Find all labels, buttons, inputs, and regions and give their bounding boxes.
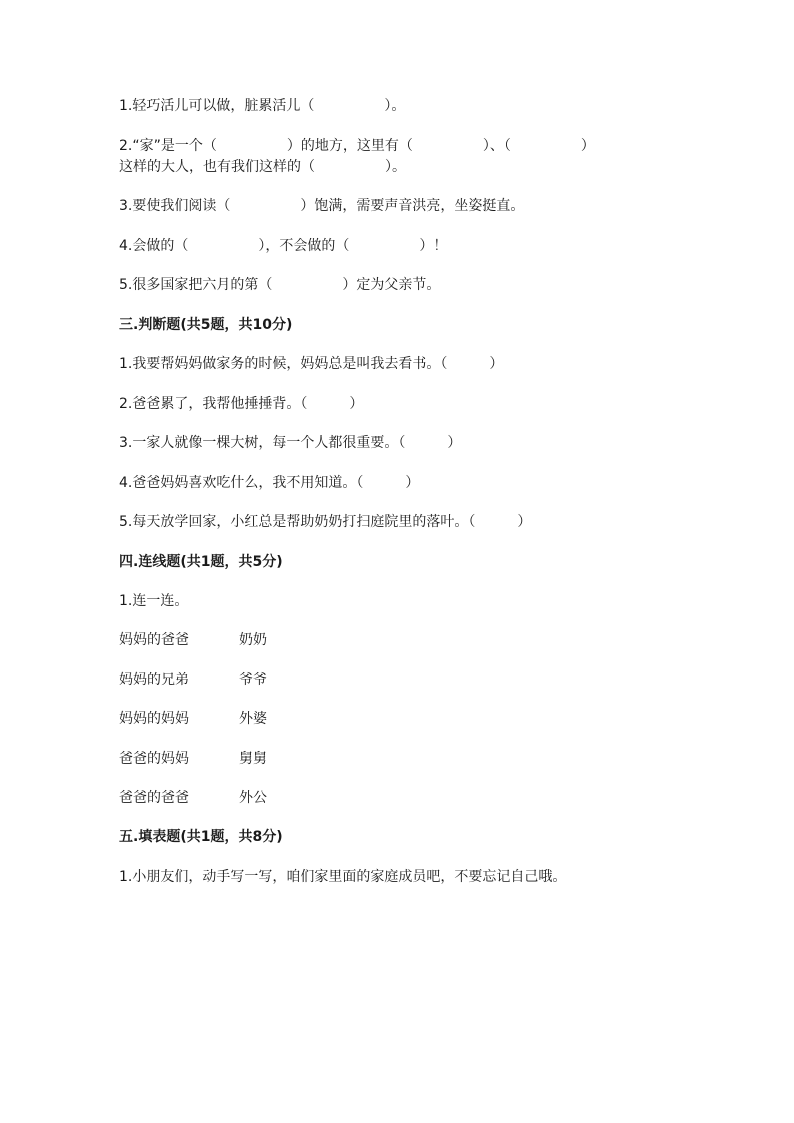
match-left-2: 妈妈的兄弟 — [119, 672, 189, 688]
match-right-5: 外公 — [239, 790, 267, 806]
match-right-2: 爷爷 — [239, 672, 267, 688]
fill-blank-q2-line1: 2.“家”是一个（ ）的地方，这里有（ ）、（ ） — [119, 138, 595, 154]
judge-q2: 2.爸爸累了，我帮他捶捶背。（ ） — [119, 396, 364, 412]
match-left-3: 妈妈的妈妈 — [119, 711, 189, 727]
match-right-1: 奶奶 — [239, 632, 267, 648]
section5-heading: 五.填表题(共1题，共8分) — [119, 829, 283, 845]
section4-heading: 四.连线题(共1题，共5分) — [119, 554, 283, 570]
fill-blank-q2-line2: 这样的大人，也有我们这样的（ ）。 — [119, 159, 406, 175]
fill-blank-q3: 3.要使我们阅读（ ）饱满，需要声音洪亮，坐姿挺直。 — [119, 198, 525, 214]
judge-q1: 1.我要帮妈妈做家务的时候，妈妈总是叫我去看书。（ ） — [119, 356, 504, 372]
judge-q4: 4.爸爸妈妈喜欢吃什么，我不用知道。（ ） — [119, 475, 420, 491]
fill-blank-q5: 5.很多国家把六月的第（ ）定为父亲节。 — [119, 277, 441, 293]
match-right-3: 外婆 — [239, 711, 267, 727]
match-left-5: 爸爸的爸爸 — [119, 790, 189, 806]
section3-heading: 三.判断题(共5题，共10分) — [119, 317, 293, 333]
fill-blank-q4: 4.会做的（ ），不会做的（ ）！ — [119, 238, 448, 254]
match-right-4: 舅舅 — [239, 751, 267, 767]
match-left-1: 妈妈的爸爸 — [119, 632, 189, 648]
judge-q3: 3.一家人就像一棵大树，每一个人都很重要。（ ） — [119, 435, 462, 451]
match-q1: 1.连一连。 — [119, 593, 189, 609]
table-q1: 1.小朋友们，动手写一写，咱们家里面的家庭成员吧，不要忘记自己哦。 — [119, 869, 567, 885]
judge-q5: 5.每天放学回家，小红总是帮助奶奶打扫庭院里的落叶。（ ） — [119, 514, 532, 530]
match-left-4: 爸爸的妈妈 — [119, 751, 189, 767]
fill-blank-q1: 1.轻巧活儿可以做，脏累活儿（ ）。 — [119, 98, 406, 114]
